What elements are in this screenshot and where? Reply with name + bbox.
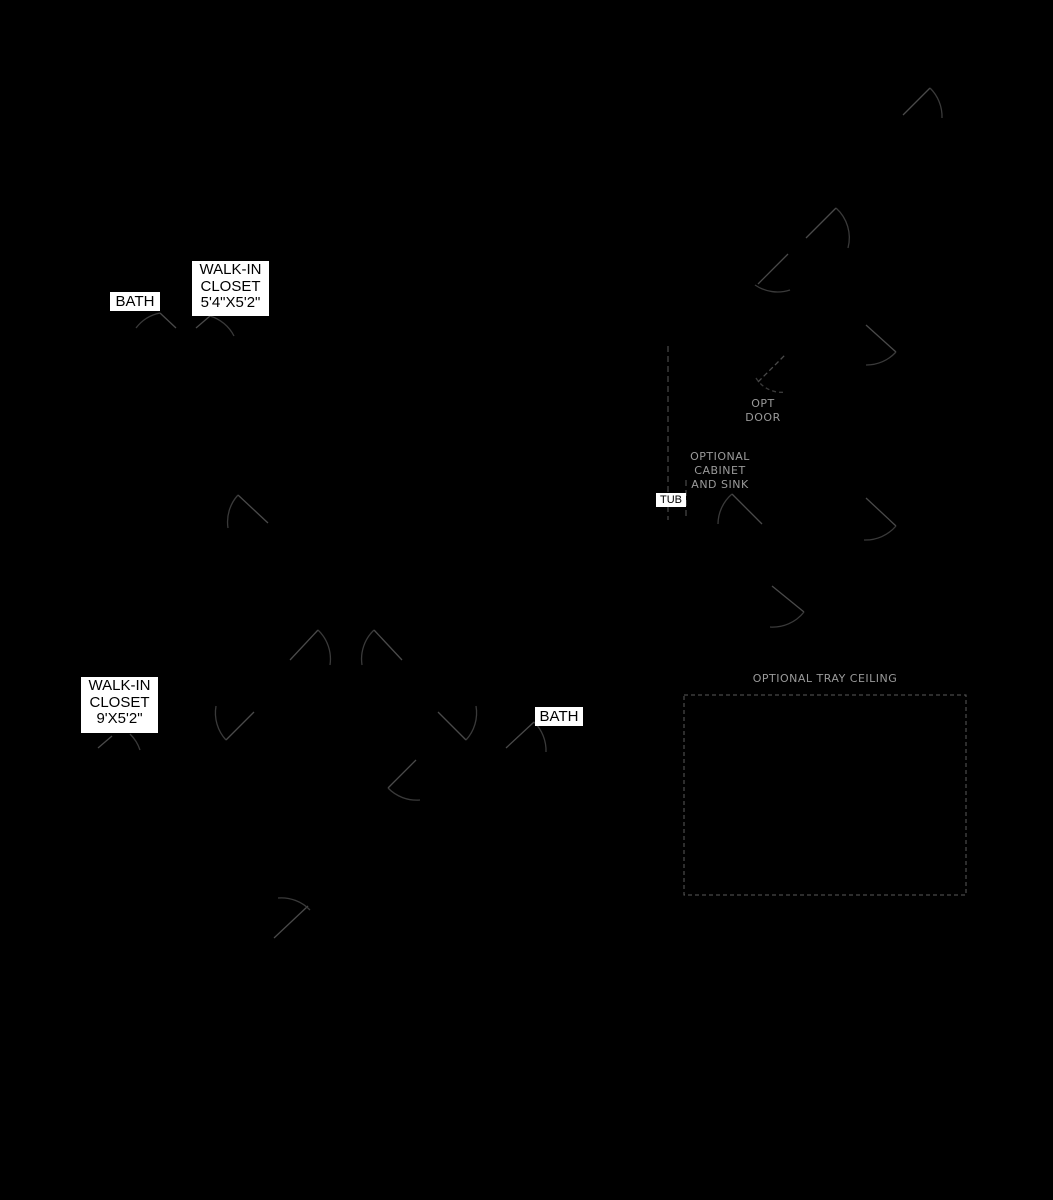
walk-in-closet-label-bottom	[81, 677, 158, 733]
closet-top-dims: 5'4"X5'2"	[200, 294, 261, 311]
door-swing-lower-right	[770, 586, 804, 627]
opt-door-swing	[756, 354, 786, 392]
door-swing-upper-3	[866, 325, 896, 365]
door-swing-pair-left	[290, 630, 330, 665]
opt-door-line1: OPT	[751, 397, 775, 410]
door-swing-mid-left	[228, 495, 268, 528]
door-swing-bottom	[274, 898, 310, 938]
door-swing-closet-bottom	[98, 734, 140, 750]
opt-door-line2: DOOR	[745, 411, 781, 424]
door-swing-bath-top-left	[136, 313, 176, 328]
optional-cabinet-line3: AND SINK	[691, 478, 749, 491]
tub-text: TUB	[660, 494, 682, 506]
optional-cabinet-line1: OPTIONAL	[690, 450, 750, 463]
tray-ceiling-label	[730, 672, 920, 686]
bath-label-top	[110, 292, 160, 311]
door-swing-bath-bottom	[506, 722, 546, 752]
door-swing-closet-top	[196, 316, 234, 336]
closet-bottom-dims: 9'X5'2"	[96, 710, 143, 727]
opt-door-label	[738, 397, 788, 425]
closet-top-line2: CLOSET	[200, 277, 261, 295]
door-swing-lower-mid	[438, 706, 477, 740]
tub-label	[656, 493, 686, 507]
door-swing-lower-left-1	[215, 706, 254, 740]
tray-ceiling-text: OPTIONAL TRAY CEILING	[752, 672, 898, 685]
bath-top-text: BATH	[115, 293, 155, 310]
closet-top-line1: WALK-IN	[199, 261, 262, 278]
optional-cabinet-label	[680, 450, 760, 492]
walk-in-closet-label-top	[192, 261, 269, 316]
door-swing-tub-side	[718, 494, 762, 524]
door-swing-upper-1	[806, 208, 849, 248]
closet-bottom-line2: CLOSET	[89, 693, 150, 711]
optional-cabinet-line2: CABINET	[694, 464, 746, 477]
door-swing-pair-right	[362, 630, 402, 665]
bath-label-bottom	[535, 707, 583, 726]
tray-ceiling-outline	[684, 695, 966, 895]
door-swing-upper-2	[755, 254, 790, 292]
bath-bottom-text: BATH	[539, 708, 579, 725]
closet-bottom-line1: WALK-IN	[88, 677, 151, 694]
door-swing-hall	[388, 760, 420, 800]
door-swing-top-right	[903, 88, 942, 118]
door-swing-mid-right	[864, 498, 896, 540]
